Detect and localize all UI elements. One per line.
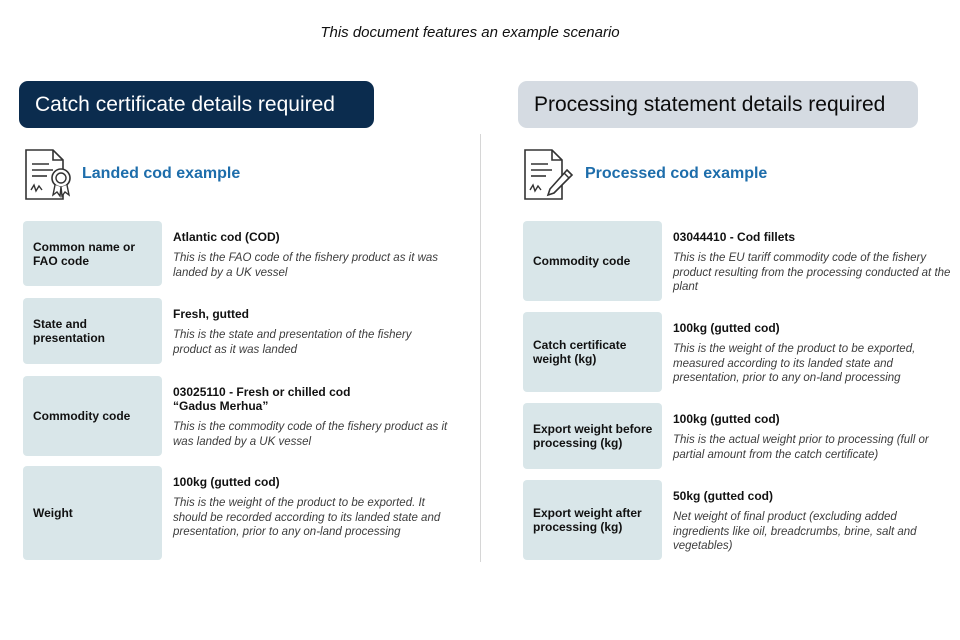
row-value: 50kg (gutted cod)	[673, 489, 774, 503]
row-description: Net weight of final product (excluding added ingredients like oil, breadcrumbs, brine, salt and vegetables)	[673, 511, 917, 552]
row-description: This is the EU tariff commodity code of the fishery product resulting from the processing conducted at the plant	[673, 252, 951, 293]
row-label: Catch certificate weight (kg)	[523, 312, 662, 392]
row-value: 03044410 - Cod fillets	[673, 230, 796, 244]
row-value: 100kg (gutted cod)	[673, 321, 780, 335]
row-content	[673, 489, 953, 554]
row-description: This is the state and presentation of the fishery product as it was landed	[173, 329, 412, 356]
row-content	[673, 230, 953, 295]
catch-certificate-header: Catch certificate details required	[19, 81, 374, 128]
row-label: Commodity code	[523, 221, 662, 301]
column-divider	[480, 134, 481, 562]
row-description: This is the FAO code of the fishery product as it was landed by a UK vessel	[173, 252, 439, 279]
row-value: 100kg (gutted cod)	[673, 412, 780, 426]
processing-statement-header: Processing statement details required	[518, 81, 918, 128]
row-description: This is the weight of the product to be exported, measured according to its landed state and presentation, prior to any on-land processing	[673, 343, 916, 384]
row-description: This is the commodity code of the fishery product as it was landed by a UK vessel	[173, 421, 448, 448]
row-description: This is the actual weight prior to processing (full or partial amount from the catch certificate)	[673, 434, 929, 461]
row-description: This is the weight of the product to be exported. It should be recorded according to its landed state and presentation, prior to any on-land processing	[173, 497, 441, 538]
scenario-note: This document features an example scenario	[320, 24, 620, 41]
row-value: 03025110 - Fresh or chilled cod “Gadus Merhua”	[173, 385, 351, 413]
landed-cod-example-title: Landed cod example	[82, 165, 241, 182]
row-label: Export weight after processing (kg)	[523, 480, 662, 560]
certificate-icon	[23, 148, 75, 202]
row-value: Fresh, gutted	[173, 307, 250, 321]
row-content	[673, 412, 953, 462]
row-label: Weight	[23, 466, 162, 560]
document-pen-icon	[522, 148, 574, 202]
row-value: Atlantic cod (COD)	[173, 230, 280, 244]
row-label: Common name or FAO code	[23, 221, 162, 286]
row-content	[673, 321, 953, 386]
row-content	[173, 230, 448, 280]
row-value: 100kg (gutted cod)	[173, 475, 280, 489]
row-content	[173, 475, 448, 540]
row-label: State and presentation	[23, 298, 162, 364]
processed-cod-example-title: Processed cod example	[585, 165, 768, 182]
row-label: Commodity code	[23, 376, 162, 456]
row-label: Export weight before processing (kg)	[523, 403, 662, 469]
row-content	[173, 385, 448, 449]
row-content	[173, 307, 448, 357]
